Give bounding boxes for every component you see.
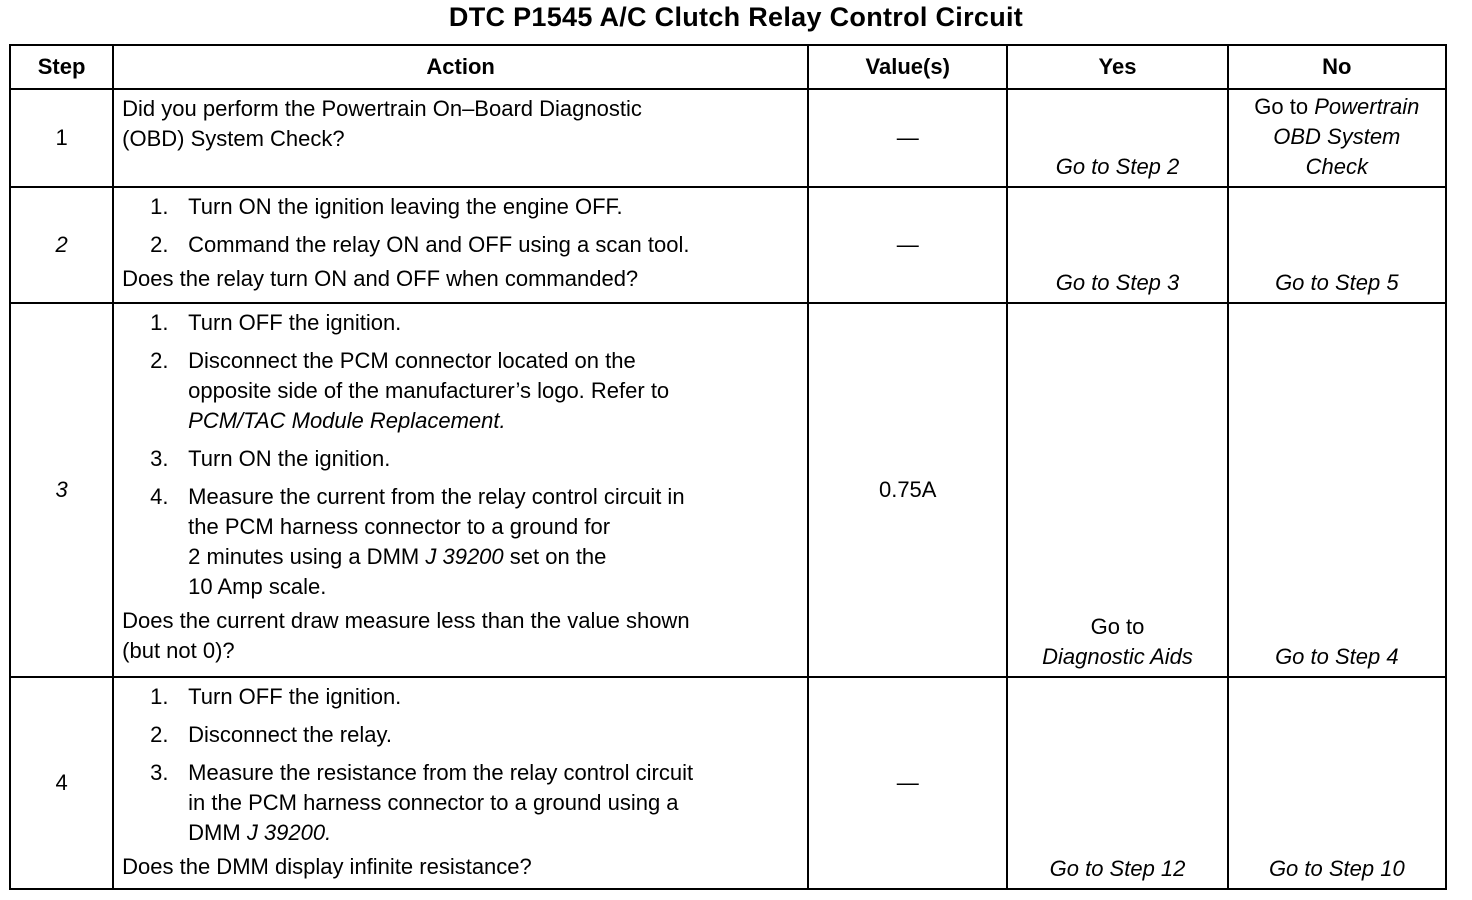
table-row: [10, 677, 1446, 889]
tool-number: J 39200.: [246, 820, 332, 845]
question-text: Does the DMM display infinite resistance?: [122, 854, 532, 879]
question-text: (but not 0)?: [122, 638, 235, 663]
action-steps: [122, 682, 801, 848]
action-step: 3. Turn ON the ignition.: [150, 446, 391, 471]
table-row: [10, 187, 1446, 303]
yes-link[interactable]: Go to Step 12: [1007, 677, 1227, 889]
no-link[interactable]: Go to Step 5: [1228, 187, 1446, 303]
question-text: (OBD) System Check?: [122, 126, 345, 151]
action-cell: [113, 89, 808, 187]
step-number: 4: [10, 677, 113, 889]
yes-link[interactable]: Diagnostic Aids: [1042, 644, 1193, 669]
value-cell: —: [808, 89, 1007, 187]
table-row: [10, 89, 1446, 187]
question-text: Does the current draw measure less than the value shown: [122, 608, 690, 633]
no-cell[interactable]: [1228, 89, 1446, 187]
value-cell: —: [808, 677, 1007, 889]
action-steps: [122, 192, 801, 260]
question-text: Did you perform the Powertrain On–Board Diagnostic: [122, 96, 642, 121]
action-step: 4. Measure the current from the relay control circuit in the PCM harness connector to a ground for 2 minutes using a DMM J 39200 set on the 10 Amp scale.: [150, 484, 685, 599]
action-step: 2. Command the relay ON and OFF using a scan tool.: [150, 232, 690, 257]
no-link[interactable]: Check: [1305, 154, 1368, 179]
page-title: DTC P1545 A/C Clutch Relay Control Circuit: [448, 2, 1024, 32]
action-steps: [122, 308, 801, 602]
action-step: 1. Turn ON the ignition leaving the engine OFF.: [150, 194, 623, 219]
diagnostic-table: [9, 44, 1447, 890]
yes-cell[interactable]: [1007, 303, 1227, 677]
step-number: 2: [10, 187, 113, 303]
header-values: Value(s): [808, 45, 1007, 89]
action-step: 2. Disconnect the PCM connector located on the opposite side of the manufacturer’s logo. Refer to PCM/TAC Module Replacement.: [122, 346, 801, 436]
action-cell: [113, 677, 808, 889]
yes-link[interactable]: Go to Step 2: [1007, 89, 1227, 187]
yes-link[interactable]: Go to Step 3: [1007, 187, 1227, 303]
step-number: 3: [10, 303, 113, 677]
action-cell: [113, 303, 808, 677]
step-number: 1: [10, 89, 113, 187]
value-cell: 0.75A: [808, 303, 1007, 677]
action-step: 3. Measure the resistance from the relay control circuit in the PCM harness connector to a ground using a DMM J 39200.: [150, 760, 694, 845]
header-step: Step: [10, 45, 113, 89]
action-step: 1. Turn OFF the ignition.: [150, 684, 402, 709]
header-yes: Yes: [1007, 45, 1227, 89]
question-text: Does the relay turn ON and OFF when commanded?: [122, 266, 639, 291]
tool-number: J 39200: [425, 544, 504, 569]
no-link[interactable]: Powertrain: [1314, 94, 1420, 119]
reference-link[interactable]: PCM/TAC Module Replacement.: [188, 408, 506, 433]
yes-prefix: Go to: [1090, 614, 1145, 639]
no-link[interactable]: OBD System: [1273, 124, 1401, 149]
header-action: Action: [113, 45, 808, 89]
action-step: 2. Disconnect the relay.: [150, 722, 392, 747]
header-no: No: [1228, 45, 1446, 89]
action-cell: [113, 187, 808, 303]
no-prefix: Go to: [1254, 94, 1309, 119]
table-row: [10, 303, 1446, 677]
action-step: 1. Turn OFF the ignition.: [150, 310, 402, 335]
value-cell: —: [808, 187, 1007, 303]
no-link[interactable]: Go to Step 10: [1228, 677, 1446, 889]
no-link[interactable]: Go to Step 4: [1228, 303, 1446, 677]
table-header-row: [10, 45, 1446, 89]
